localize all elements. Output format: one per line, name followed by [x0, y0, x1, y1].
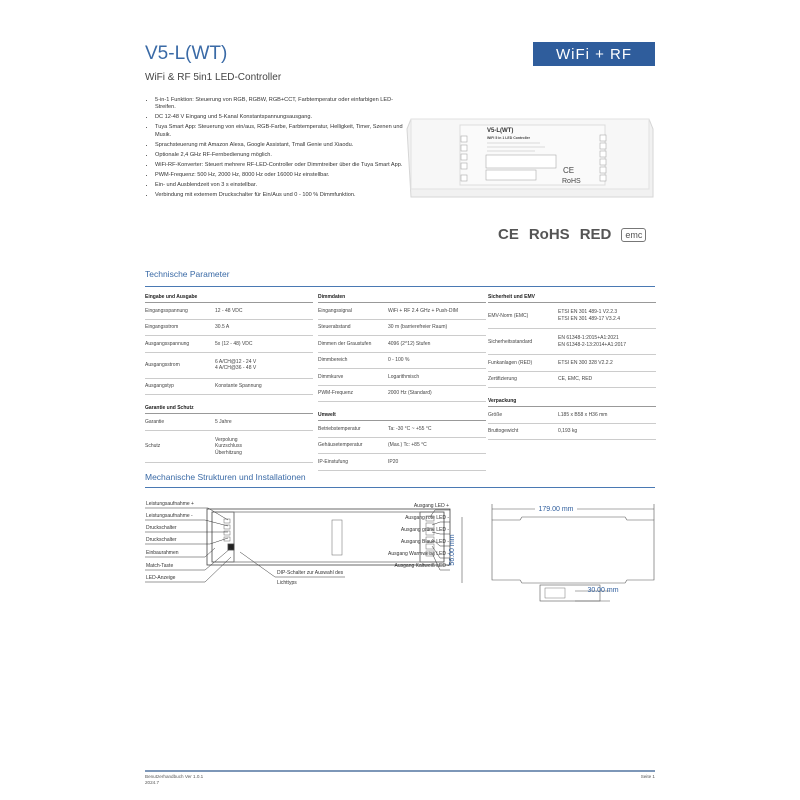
- callout-label: Ausgang Blaue LED -: [400, 539, 449, 545]
- spec-label: Funkanlagen (RED): [488, 359, 533, 366]
- spec-value-line: 5x (12 - 48) VDC: [215, 340, 253, 347]
- callout-label: Einbaurahmen: [146, 550, 179, 556]
- spec-label: Ausgangsstrom: [145, 362, 180, 368]
- spec-value-line: 30 m (barrierefreier Raum): [388, 324, 448, 330]
- product-title: V5-L(WT): [145, 43, 228, 64]
- spec-label: Eingangsstrom: [145, 324, 179, 331]
- spec-group-heading: Eingabe und Ausgabe: [145, 292, 313, 303]
- spec-value-line: CE, EMC, RED: [558, 376, 593, 382]
- callout-label: Ausgang rote LED -: [405, 515, 449, 521]
- spec-value-line: ETSI EN 301 489-17 V3.2.4: [558, 315, 620, 322]
- footer-divider: [145, 770, 655, 772]
- feature-item: • Ein- und Ausblendzeit von 3 s einstellbar.: [155, 182, 405, 189]
- page-number: Seite 1: [640, 774, 655, 779]
- spec-label: Dimmkurve: [318, 373, 344, 380]
- spec-label: Schutz: [145, 443, 161, 450]
- spec-value-line: (Max.) Tc: +85 °C: [388, 442, 427, 448]
- feature-item: • DC 12-48 V Eingang und 5-Kanal Konstantspannungsausgang.: [155, 114, 405, 121]
- spec-label: Zertifizierung: [488, 376, 517, 383]
- wifi-rf-badge: WiFi + RF: [533, 42, 655, 66]
- spec-label: PWM-Frequenz: [318, 390, 354, 397]
- ce-logo: CE: [498, 226, 519, 243]
- spec-label: Bruttogewicht: [488, 428, 519, 435]
- manual-date: 2024.7: [145, 780, 160, 785]
- spec-value-line: ETSI EN 300 328 V2.2.2: [558, 359, 613, 366]
- spec-value-line: EN 61348-1:2015+A1:2021: [558, 335, 619, 341]
- section-title-specs: Technische Parameter: [145, 269, 230, 279]
- spec-value-line: 4 A/CH@36 - 48 V: [215, 365, 257, 371]
- footer-left: [145, 774, 203, 786]
- spec-value-line: ETSI EN 301 489-1 V2.2.3: [558, 309, 618, 315]
- spec-label: EMV-Norm (EMC): [488, 312, 529, 319]
- spec-value-line: Ta: -30 °C ~ +55 °C: [388, 425, 432, 432]
- callout-label: Match-Taste: [146, 563, 174, 569]
- section-title-mechanical: Mechanische Strukturen und Installationen: [145, 472, 306, 482]
- callout-label: Ausgang Warmweiss LED -: [388, 551, 449, 557]
- feature-item: • WiFi-RF-Konverter: Steuert mehrere RF-LED-Controller oder Dimmtreiber über die Tuya Smart App.: [155, 162, 405, 169]
- spec-label: Eingangsspannung: [145, 307, 188, 314]
- spec-label: Garantie: [145, 418, 165, 425]
- spec-value-line: 0,193 kg: [558, 428, 578, 434]
- dimension-width: 56.00 mm: [449, 534, 456, 566]
- callout-label: Druckschalter: [146, 525, 177, 531]
- product-subtitle: WiFi & RF 5in1 LED-Controller: [145, 72, 282, 83]
- spec-label: Dimmbereich: [318, 357, 348, 364]
- emc-logo: emc: [621, 228, 646, 242]
- spec-value-line: 12 - 48 VDC: [215, 307, 243, 314]
- spec-group-heading: Garantie und Schutz: [145, 403, 313, 414]
- dimension-height: 30.00 mm: [587, 587, 619, 594]
- callout-label: Leistungsaufnahme +: [146, 501, 194, 507]
- dimension-length: 179.00 mm: [538, 506, 574, 513]
- callout-label: Ausgang LED +: [413, 503, 449, 509]
- callout-label: LED-Anzeige: [146, 575, 176, 581]
- spec-label: Ausgangstyp: [145, 383, 174, 390]
- spec-value-line: 2000 Hz (Standard): [388, 390, 432, 396]
- spec-value-line: Konstante Spannung: [215, 383, 262, 389]
- spec-value-line: Logarithmisch: [388, 373, 420, 380]
- spec-label: Betriebstemperatur: [318, 425, 361, 432]
- spec-value-line: Verpolung: [215, 436, 238, 443]
- dip-switch-label: DIP-Schalter zur Auswahl des: [277, 570, 344, 576]
- rohs-mark: RoHS: [562, 178, 581, 185]
- spec-value-line: 30.5 A: [215, 324, 230, 330]
- spec-value-line: 6 A/CH@12 - 24 V: [215, 358, 257, 365]
- spec-value-line: WiFi + RF 2.4 GHz + Push-DIM: [388, 307, 459, 314]
- feature-item: • Sprachsteuerung mit Amazon Alexa, Google Assistant, Tmall Genie und Xiaodu.: [155, 142, 405, 149]
- spec-value-line: Kurzschluss: [215, 443, 242, 449]
- spec-value-line: 0 - 100 %: [388, 357, 410, 363]
- spec-value-line: IP20: [388, 458, 399, 465]
- feature-item: • PWM-Frequenz: 500 Hz, 2000 Hz, 8000 Hz oder 16000 Hz einstellbar.: [155, 172, 405, 179]
- spec-value-line: 4096 (2^12) Stufen: [388, 340, 431, 347]
- rohs-logo: RoHS: [528, 226, 570, 243]
- ce-mark: CE: [563, 166, 575, 175]
- spec-label: Dimmen der Graustufen: [318, 340, 372, 347]
- label-subtitle: WiFi 5 in 1 LED Controller: [487, 136, 530, 140]
- spec-label: Steuerabstand: [318, 324, 351, 331]
- spec-value-line: EN 61348-2-13:2014+A1:2017: [558, 341, 626, 348]
- callout-label: Leistungsaufnahme -: [146, 513, 193, 519]
- spec-label: Gehäusetemperatur: [318, 442, 363, 449]
- spec-label: IP-Einstufung: [318, 458, 349, 465]
- spec-group-heading: Verpackung: [488, 396, 656, 407]
- feature-item: • 5-in-1 Funktion: Steuerung von RGB, RGBW, RGB+CCT, Farbtemperatur oder einfarbigen LED-Streifen.: [155, 97, 405, 112]
- spec-label: Eingangssignal: [318, 307, 352, 314]
- spec-group-heading: Umwelt: [318, 410, 486, 421]
- manual-version: Benutzerhandbuch Ver 1.0.1: [145, 774, 204, 779]
- spec-group-heading: Sicherheit und EMV: [488, 292, 656, 303]
- dip-switch-label: Lichttyps: [277, 580, 297, 586]
- feature-item: • Verbindung mit externem Druckschalter für Ein/Aus und 0 - 100 % Dimmfunktion.: [155, 192, 405, 199]
- callout-label: Ausgang grüne LED -: [400, 527, 449, 533]
- callout-label: Ausgang Kaltweiß LED -: [394, 563, 449, 569]
- red-logo: RED: [579, 226, 612, 243]
- spec-group-heading: Dimmdaten: [318, 292, 486, 303]
- spec-value-line: Überhitzung: [215, 449, 242, 456]
- label-title: V5-L(WT): [487, 128, 514, 134]
- spec-label: Größe: [488, 411, 503, 418]
- spec-value-line: 5 Jahre: [215, 418, 232, 425]
- spec-value-line: L185 x B58 x H36 mm: [558, 411, 608, 418]
- callout-label: Druckschalter: [146, 537, 177, 543]
- spec-label: Ausgangsspannung: [145, 340, 190, 347]
- spec-label: Sicherheitsstandard: [488, 338, 533, 345]
- feature-item: • Optionale 2,4 GHz RF-Fernbedienung möglich.: [155, 152, 405, 159]
- feature-item: • Tuya Smart App: Steuerung von ein/aus, RGB-Farbe, Farbtemperatur, Helligkeit, Timer, Szenen und Musik.: [155, 124, 405, 139]
